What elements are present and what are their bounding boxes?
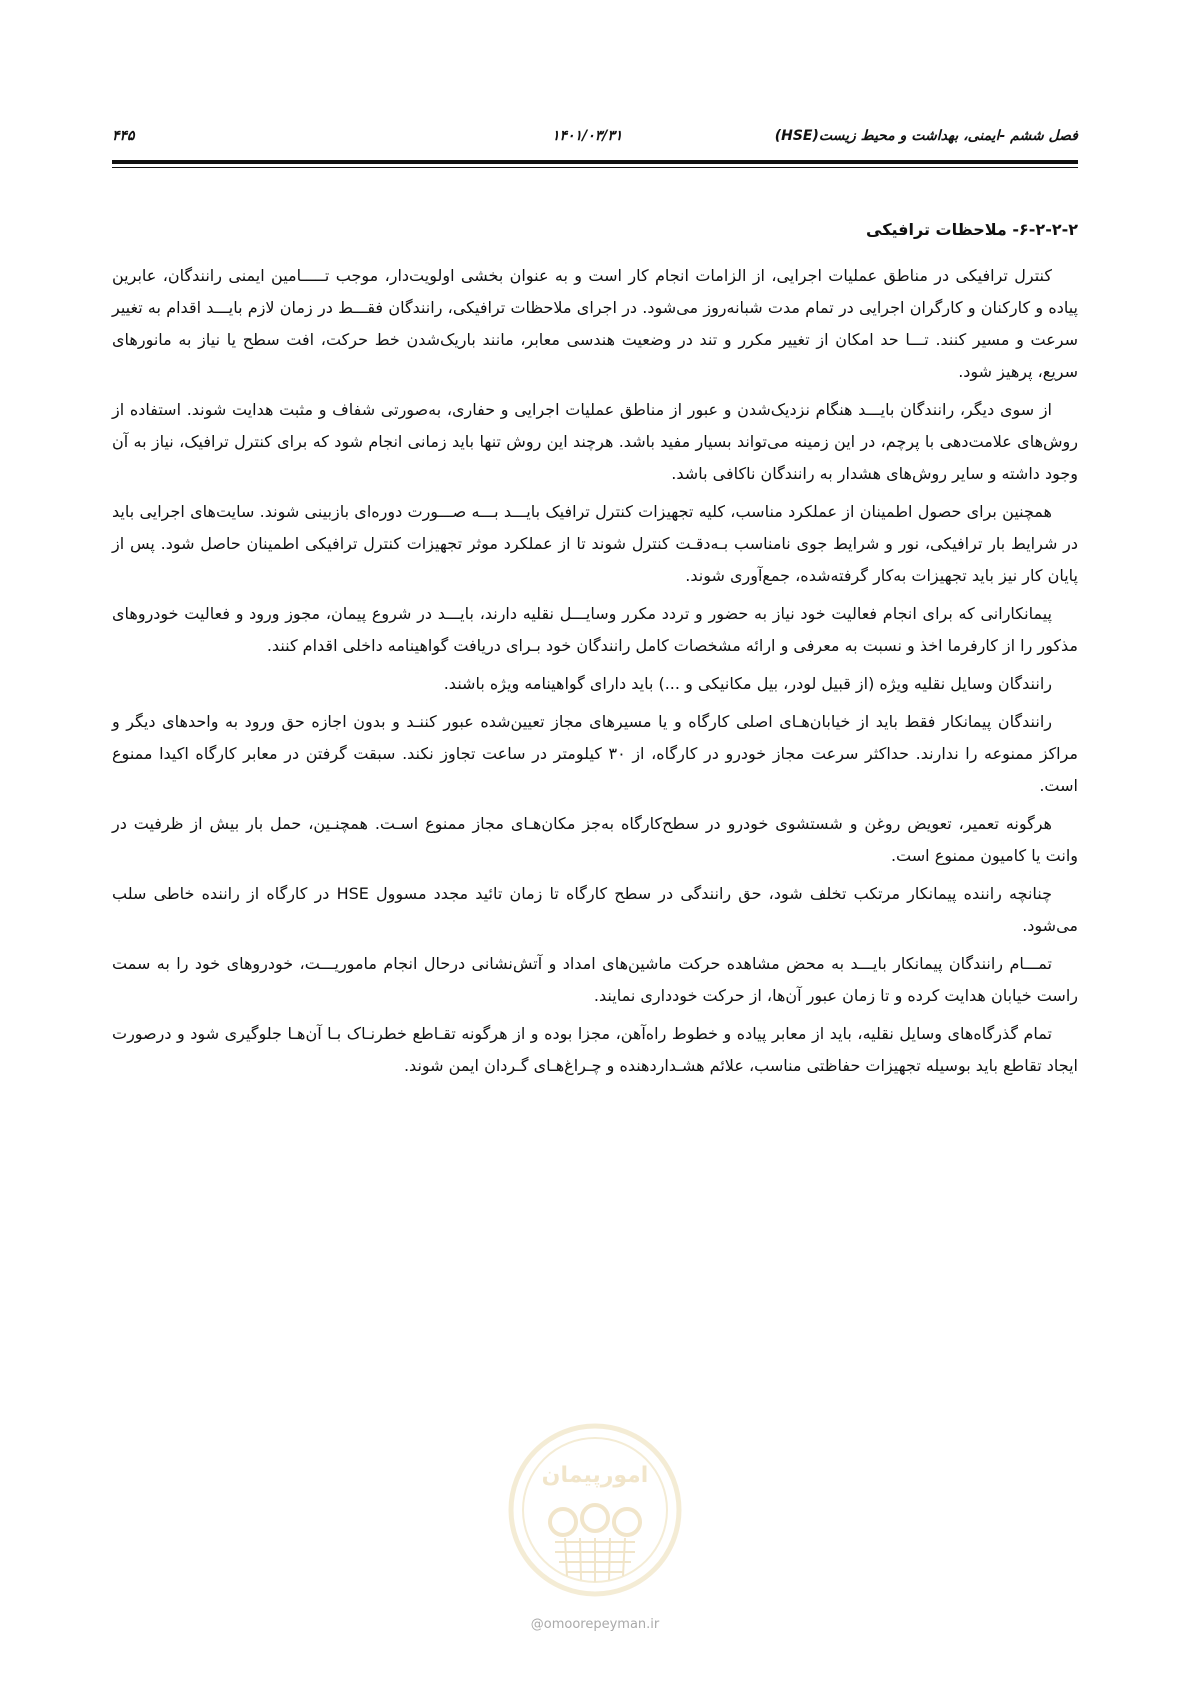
paragraph-8: چنانچه راننده پیمانکار مرتکب تخلف شود، حق رانندگی در سطح کارگاه تا زمان تائید مجدد مسوول HSE در کارگاه از راننده خاطی سلب می‌شود. (112, 884, 1078, 935)
paragraph-7: هرگونه تعمیر، تعویض روغن و شستشوی خودرو در سطح‌کارگاه به‌جز مکان‌هـای مجاز ممنوع اسـت. همچنـین، حمل بار بیش از ظرفیت در وانت یا کامیون ممنوع است. (112, 814, 1078, 865)
header-date: ۱۴۰۱/۰۳/۳۱ (552, 128, 623, 144)
header-rule-thick (112, 160, 1078, 164)
paragraph-6: رانندگان پیمانکار فقط باید از خیابان‌هـای اصلی کارگاه و یا مسیرهای مجاز تعیین‌شده عبور کننـد و بدون اجازه حق ورود به واحدهای دیگر و مراکز ممنوعه را ندارند. حداکثر سرعت مجاز خودرو در کارگاه، از ۳۰ کیلومتر در ساعت تجاوز نکند. سبقت گرفتن در معابر کارگاه اکیدا ممنوع است. (112, 712, 1079, 795)
paragraph-2: از سوی دیگر، رانندگان بایـــد هنگام نزدیک‌شدن و عبور از مناطق عملیات اجرایی و حفاری، به‌صورتی شفاف و مثبت هدایت شوند. استفاده از روش‌های علامت‌دهی با پرچم، در این زمینه می‌تواند بسیار مفید باشد. هرچند این روش تنها باید زمانی انجام شود که برای کنترل ترافیک، نیاز به آن وجود داشته و سایر روش‌های هشدار به رانندگان ناکافی باشد. (112, 400, 1078, 483)
watermark-site-link[interactable]: @omoorepeyman.ir (530, 1617, 660, 1632)
paragraph-4: پیمانکارانی که برای انجام فعالیت خود نیاز به حضور و تردد مکرر وسایـــل نقلیه دارند، بایـــد در شروع پیمان، مجوز ورود و فعالیت خودروهای مذکور را از کارفرما اخذ و نسبت به معرفی و ارائه مشخصات کامل رانندگان خود بـرای دریافت گواهینامه داخلی اقدام کنند. (112, 604, 1078, 655)
paragraph-1: کنترل ترافیکی در مناطق عملیات اجرایی، از الزامات انجام کار است و به عنوان بخشی اولویت‌دار، موجب تـــــامین ایمنی رانندگان، عابرین پیاده و کارکنان و کارگران اجرایی در تمام مدت شبانه‌روز می‌شود. در اجرای ملاحظات ترافیکی، رانندگان فقـــط در زمان لازم بایـــد اقدام به تغییر سرعت و مسیر کنند. تـــا حد امکان از تغییر مکرر و تند در وضعیت هندسی معابر، مانند باریک‌شدن خط حرکت، افت سطح یا نیاز به مانورهای سریع، پرهیز شود. (112, 266, 1078, 381)
page-header (112, 128, 1078, 154)
paragraph-5: رانندگان وسایل نقلیه ویژه (از قبیل لودر، بیل مکانیکی و ...) باید دارای گواهینامه ویژه باشند. (443, 674, 1052, 693)
page-number: ۴۴۵ (112, 128, 135, 144)
paragraph-9: تمـــام رانندگان پیمانکار بایـــد به محض مشاهده حرکت ماشین‌های امداد و آتش‌نشانی درحال انجام ماموریـــت، خودروهای خود را به سمت راست خیابان هدایت کرده و تا زمان عبور آن‌ها، از حرکت خودداری نمایند. (112, 954, 1078, 1005)
watermark-logo-text: امورپیمان (541, 1463, 649, 1488)
watermark-logo-icon (505, 1420, 685, 1600)
header-rule-thin (112, 167, 1078, 168)
paragraph-10: تمام گذرگاه‌های وسایل نقلیه، باید از معابر پیاده و خطوط راه‌آهن، مجزا بوده و از هرگونه تقـاطع خطرنـاک بـا آن‌هـا جلوگیری شود و درصورت ایجاد تقاطع باید بوسیله تجهیزات حفاظتی مناسب، علائم هشـداردهنده و چـراغ‌هـای گـردان ایمن شوند. (112, 1024, 1078, 1075)
page-body (112, 214, 1078, 1088)
paragraph-3: همچنین برای حصول اطمینان از عملکرد مناسب، کلیه تجهیزات کنترل ترافیک بایـــد بـــه صـــورت دوره‌ای بازبینی شوند. سایت‌های اجرایی باید در شرایط بار ترافیکی، نور و شرایط جوی نامناسب بـه‌دقـت کنترل شوند تا از عملکرد موثر تجهیزات کنترل ترافیکی اطمینان حاصل شود. پس از پایان کار نیز باید تجهیزات به‌کار گرفته‌شده، جمع‌آوری شوند. (112, 502, 1078, 585)
chapter-title: فصل ششم -ایمنی، بهداشت و محیط زیست(HSE) (774, 128, 1078, 144)
section-title: ۶-۲-۲-۲- ملاحظات ترافیکی (866, 220, 1078, 239)
